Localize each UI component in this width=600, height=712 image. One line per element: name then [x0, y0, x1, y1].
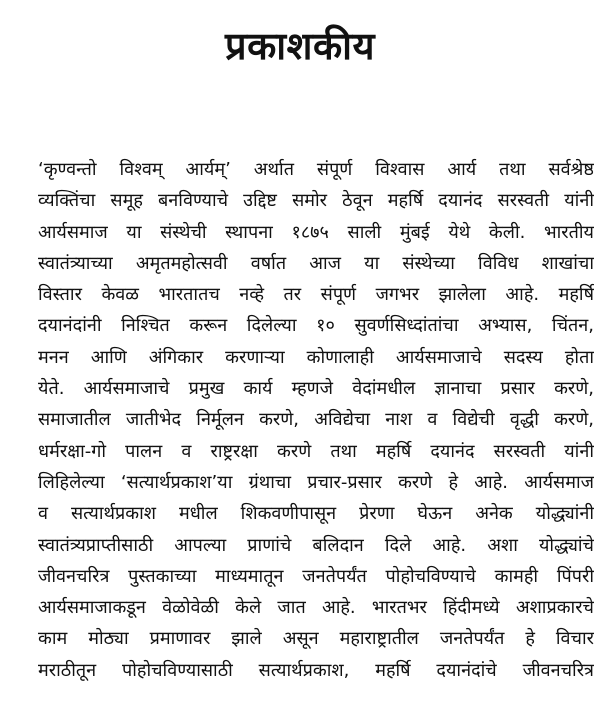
text-line: विस्तार केवळ भारतातच नव्हे तर संपूर्ण जगभर झालेला आहे. महर्षि [38, 284, 594, 306]
text-line: धर्मरक्षा-गो पालन व राष्ट्ररक्षा करणे तथा महर्षि दयानंद सरस्वती यांनी [38, 440, 594, 462]
text-line: मनन आणि अंगिकार करणाऱ्या कोणालाही आर्यसमाजाचे सदस्य होता [38, 346, 594, 368]
text-line: येते. आर्यसमाजाचे प्रमुख कार्य म्हणजे वेदांमधील ज्ञानाचा प्रसार करणे, [38, 378, 594, 400]
body-paragraph [38, 154, 594, 686]
text-line: ‘कृण्वन्तो विश्वम् आर्यम्’ अर्थात संपूर्ण विश्वास आर्य तथा सर्वश्रेष्ठ [38, 159, 594, 180]
text-line: मराठीतून पोहोचविण्यासाठी सत्यार्थप्रकाश, महर्षि दयानंदांचे जीवनचरित्र [38, 659, 594, 681]
page-title: प्रकाशकीय [224, 24, 376, 68]
text-line: समाजातील जातीभेद निर्मूलन करणे, अविद्येचा नाश व विद्येची वृद्धी करणे, [38, 409, 594, 431]
text-line: व सत्यार्थप्रकाश मधील शिकवणीपासून प्रेरणा घेऊन अनेक योद्ध्यांनी [38, 503, 594, 525]
text-line: जीवनचरित्र पुस्तकाच्या माध्यमातून जनतेपर्यंत पोहोचविण्याचे कामही पिंपरी [38, 565, 594, 587]
text-line: आर्यसमाजाकडून वेळोवेळी केले जात आहे. भारतभर हिंदीमध्ये अशाप्रकारचे [38, 597, 594, 619]
text-line: स्वातंत्र्याच्या अमृतमहोत्सवी वर्षात आज या संस्थेच्या विविध शाखांचा [38, 252, 594, 274]
text-line: लिहिलेल्या ‘सत्यार्थप्रकाश’या ग्रंथाचा प्रचार-प्रसार करणे हे आहे. आर्यसमाज [38, 471, 594, 493]
text-line: काम मोठ्या प्रमाणावर झाले असून महाराष्ट्रातील जनतेपर्यंत हे विचार [38, 628, 594, 650]
text-line: स्वातंत्र्यप्राप्तीसाठी आपल्या प्राणांचे बलिदान दिले आहे. अशा योद्ध्यांचे [38, 534, 594, 556]
text-line: व्यक्तिंचा समूह बनविण्याचे उद्दिष्ट समोर ठेवून महर्षि दयानंद सरस्वती यांनी [38, 190, 594, 212]
text-line: आर्यसमाज या संस्थेची स्थापना १८७५ साली मुंबई येथे केली. भारतीय [38, 221, 594, 243]
text-line: दयानंदांनी निश्चित करून दिलेल्या १० सुवर्णसिध्दांतांचा अभ्यास, चिंतन, [38, 315, 594, 337]
